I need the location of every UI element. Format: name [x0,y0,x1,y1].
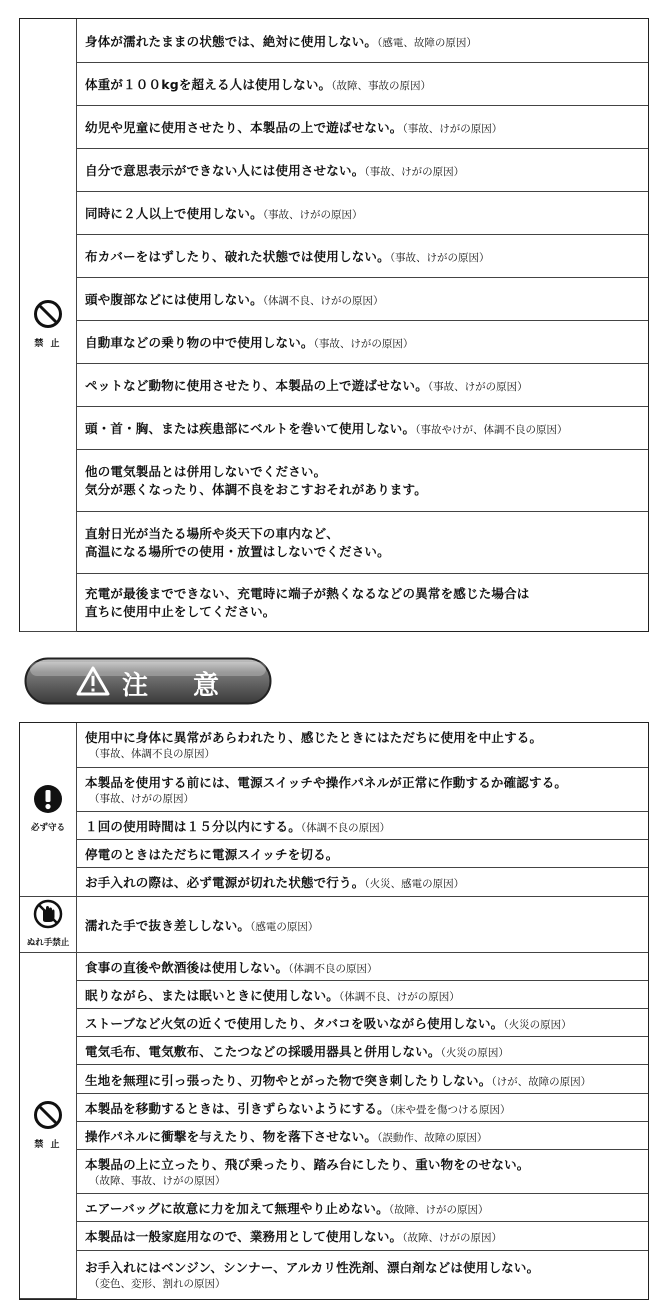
caution-table [19,722,649,1300]
list-item: 使用中に身体に異常があらわれたり、感じたときにはただちに使用を中止する。 （事故、体調不良の原因） [77,723,649,767]
list-item: 食事の直後や飲酒後は使用しない。（体調不良の原因） [77,952,649,980]
prohibition-label: 禁 止 [34,1139,62,1150]
list-item: 頭や腹部などには使用しない。（体調不良、けがの原因） [77,277,649,320]
list-item: 本製品を使用する前には、電源スイッチや操作パネルが正常に作動するか確認する。 （事故、けがの原因） [77,767,649,811]
list-item: 他の電気製品とは併用しないでください。 気分が悪くなったり、体調不良をおこすおそれがあります。 [77,449,649,511]
list-item: 幼児や児童に使用させたり、本製品の上で遊ばせない。（事故、けがの原因） [77,105,649,148]
list-item: 生地を無理に引っ張ったり、刃物やとがった物で突き刺したりしない。（けが、故障の原因） [77,1065,649,1093]
list-item: お手入れの際は、必ず電源が切れた状態で行う。（火災、感電の原因） [77,868,649,896]
wet-hands-label: ぬれ手禁止 [26,938,70,949]
list-item: 自動車などの乗り物の中で使用しない。（事故、けがの原因） [77,320,649,363]
list-item: 眠りながら、または眠いときに使用しない。（体調不良、けがの原因） [77,980,649,1008]
prohibition-icon-cell [20,19,77,631]
list-item: 濡れた手で抜き差ししない。（感電の原因） [77,896,649,952]
wet-hands-prohibited-icon [33,899,63,929]
must-label: 必ず守る [30,823,65,834]
list-item: 本製品を移動するときは、引きずらないようにする。（床や畳を傷つける原因） [77,1093,649,1121]
list-item: 布カバーをはずしたり、破れた状態では使用しない。（事故、けがの原因） [77,234,649,277]
must-icon-cell [20,723,77,896]
list-item: ストーブなど火気の近くで使用したり、タバコを吸いながら使用しない。（火災の原因） [77,1009,649,1037]
prohibition-icon [33,299,63,329]
list-item: 停電のときはただちに電源スイッチを切る。 [77,840,649,868]
warning-triangle-icon [76,666,110,696]
list-item: 自分で意思表示ができない人には使用させない。（事故、けがの原因） [77,148,649,191]
list-item: １回の使用時間は１５分以内にする。（体調不良の原因） [77,812,649,840]
list-item: 本製品は一般家庭用なので、業務用として使用しない。（故障、けがの原因） [77,1222,649,1250]
list-item: 体重が１００kgを超える人は使用しない。（故障、事故の原因） [77,62,649,105]
wet-hands-icon-cell [20,896,77,952]
list-item: 操作パネルに衝撃を与えたり、物を落下させない。（誤動作、故障の原因） [77,1121,649,1149]
list-item: 頭・首・胸、または疾患部にベルトを巻いて使用しない。（事故やけが、体調不良の原因） [77,406,649,449]
list-item: 身体が濡れたままの状態では、絶対に使用しない。（感電、故障の原因） [77,19,649,62]
prohibition-icon-cell-2 [20,952,77,1298]
prohibition-icon [33,1100,63,1130]
prohibition-label: 禁 止 [34,339,62,350]
list-item: お手入れにはベンジン、シンナー、アルカリ性洗剤、漂白剤などは使用しない。 （変色、変形、割れの原因） [77,1250,649,1299]
list-item: エアーバッグに故意に力を加えて無理やり止めない。（故障、けがの原因） [77,1194,649,1222]
list-item: 同時に２人以上で使用しない。（事故、けがの原因） [77,191,649,234]
prohibition-table [19,18,649,632]
list-item: 直射日光が当たる場所や炎天下の車内など、 高温になる場所での使用・放置はしないでください。 [77,511,649,573]
list-item: 充電が最後までできない、充電時に端子が熱くなるなどの異常を感じた場合は 直ちに使用中止をしてください。 [77,573,649,631]
caution-banner [24,657,272,705]
list-item: 本製品の上に立ったり、飛び乗ったり、踏み台にしたり、重い物をのせない。 （故障、事故、けがの原因） [77,1149,649,1193]
list-item: 電気毛布、電気敷布、こたつなどの採暖用器具と併用しない。（火災の原因） [77,1037,649,1065]
exclamation-icon [33,784,63,814]
list-item: ペットなど動物に使用させたり、本製品の上で遊ばせない。（事故、けがの原因） [77,363,649,406]
caution-title: 注 意 [122,671,238,701]
